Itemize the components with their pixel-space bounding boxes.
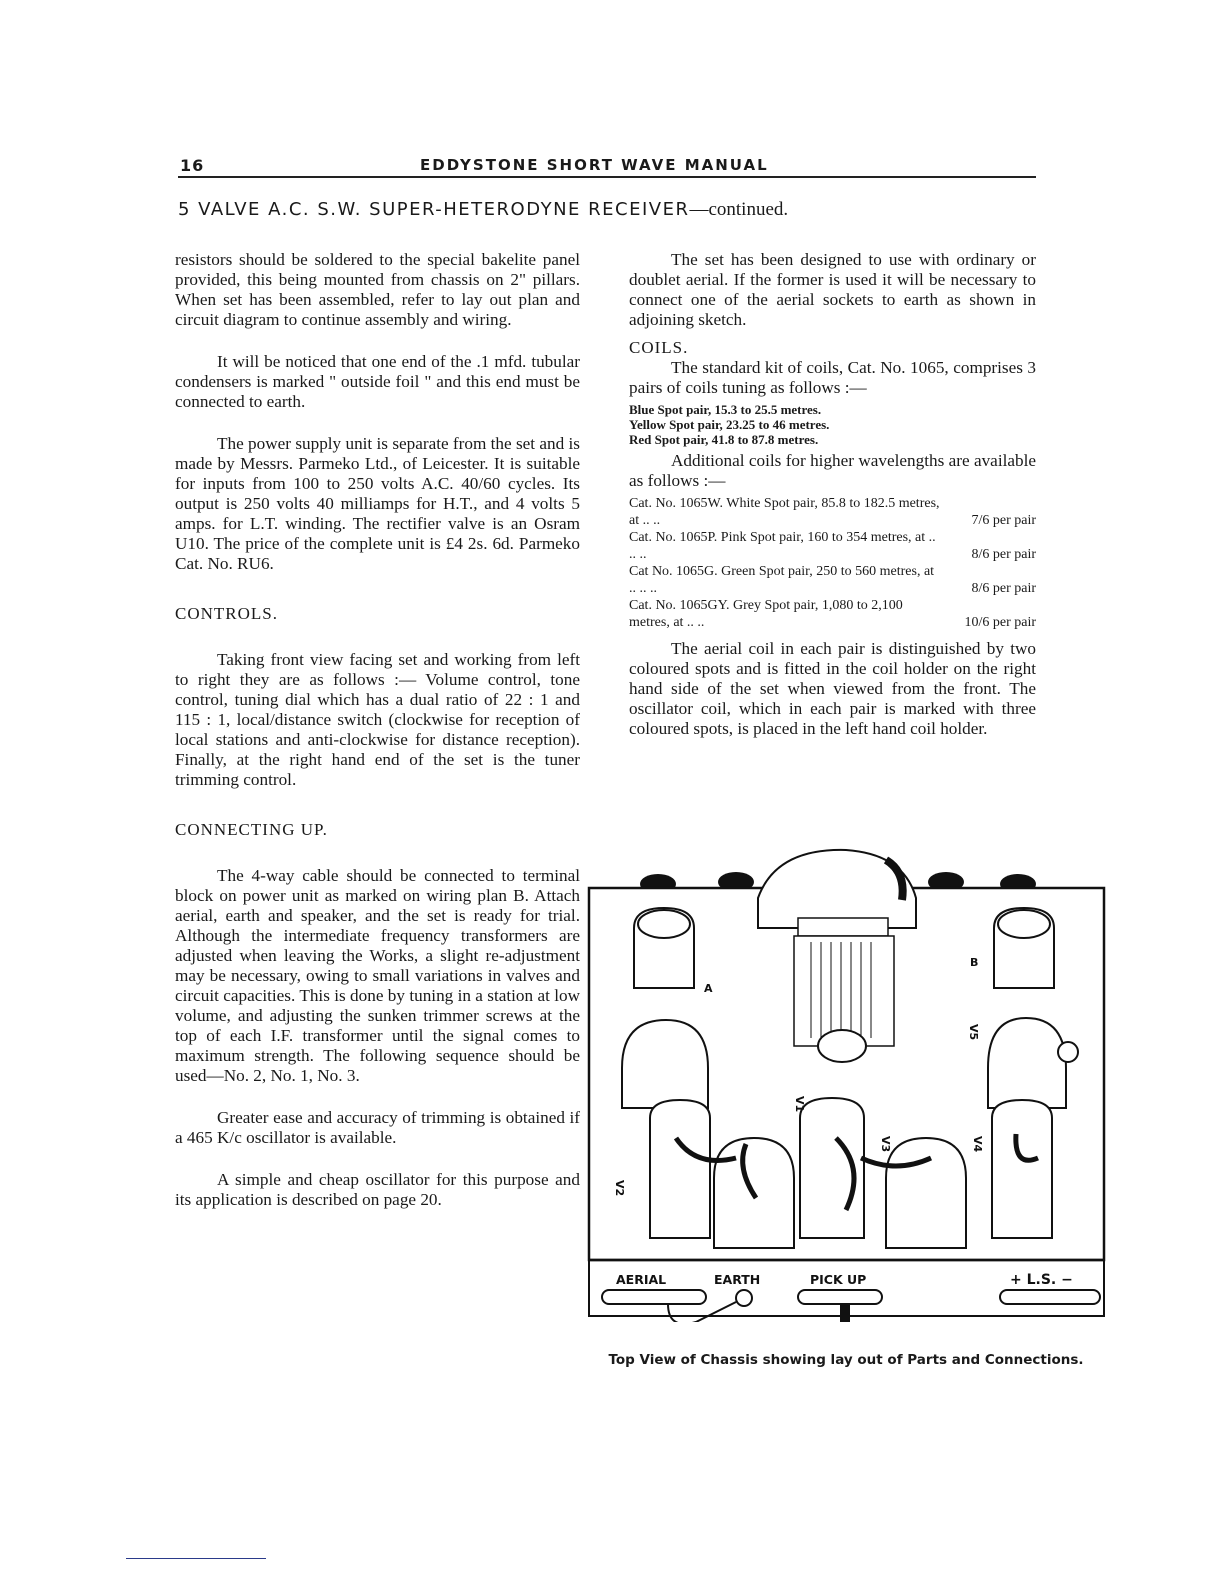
paragraph: The power supply unit is separate from the set and is made by Messrs. Parmeko Ltd., of Leicester. It is suitable for inputs from 100 to 250 volts A.C. 40/60 cycles. Its output is 250 volts 40 milliamps for H.T., and 4 volts 5 amps. for L.T. winding. The rectifier valve is an Osram U10. The price of the complete unit is £4 2s. 6d. Parmeko Cat. No. RU6. (175, 434, 580, 573)
terminal-label: PICK UP (810, 1272, 867, 1287)
section-title-text: 5 VALVE A.C. S.W. SUPER-HETERODYNE RECEIVER (178, 199, 690, 220)
paragraph: Taking front view facing set and working from left to right they are as follows :— Volume control, tone control, tuning dial which has a dual ratio of 22 : 1 and 115 : 1, local/distance switch (clockwise for reception of local stations and anti-clockwise for distance reception). Finally, at the right hand end of the set is the tuner trimming control. (175, 650, 580, 789)
terminal-label: + L.S. − (1010, 1272, 1073, 1288)
catalogue-row (629, 529, 1036, 563)
terminal-label: AERIAL (616, 1272, 667, 1287)
paragraph: The 4-way cable should be connected to terminal block on power unit as marked on wiring plan B. Attach aerial, earth and speaker, and the set is ready for trial. Although the intermediate frequency transformers are adjusted when leaving the Works, a slight re-adjustment may be necessary, owing to small variations in valves and circuit capacities. This is done by tuning in a station at low volume, and adjusting the sunken trimmer screws at the top of each I.F. transformer until the signal comes to maximum strength. The following sequence should be used—No. 2, No. 1, No. 3. (175, 866, 580, 1085)
catalogue-price: 8/6 per pair (971, 581, 1036, 596)
running-title: EDDYSTONE SHORT WAVE MANUAL (420, 156, 769, 174)
catalogue-text: Cat. No. 1065W. White Spot pair, 85.8 to 182.5 metres, at .. .. (629, 496, 940, 528)
catalogue-price: 8/6 per pair (971, 547, 1036, 562)
paragraph: The aerial coil in each pair is distinguished by two coloured spots and is fitted in the coil holder on the right hand side of the set when viewed from the front. The oscillator coil, which in each pair is marked with three coloured spots, is placed in the left hand coil holder. (629, 639, 1036, 738)
catalogue-price: 10/6 per pair (964, 615, 1036, 630)
spot-list (629, 402, 1036, 447)
marker-label: B (970, 956, 979, 969)
footnote-rule (126, 1558, 266, 1559)
chassis-figure (586, 838, 1108, 1322)
controls-heading: CONTROLS. (175, 604, 278, 623)
left-column (175, 250, 580, 1210)
header-rule (178, 176, 1036, 178)
catalogue-text: Cat. No. 1065P. Pink Spot pair, 160 to 354 metres, at .. .. .. (629, 530, 936, 562)
spot-item: Blue Spot pair, 15.3 to 25.5 metres. (629, 402, 822, 417)
catalogue-text: Cat. No. 1065GY. Grey Spot pair, 1,080 to 2,100 metres, at .. .. (629, 598, 903, 630)
paragraph: It will be noticed that one end of the .1 mfd. tubular condensers is marked " outside foil " and this end must be connected to earth. (175, 352, 580, 411)
coils-heading: COILS. (629, 338, 689, 357)
catalogue-text: Cat No. 1065G. Green Spot pair, 250 to 560 metres, at .. .. .. (629, 564, 935, 596)
right-column (629, 250, 1036, 739)
paragraph: The standard kit of coils, Cat. No. 1065, comprises 3 pairs of coils tuning as follows :— (629, 358, 1036, 397)
valve-label: V2 (613, 1180, 626, 1197)
figure-caption: Top View of Chassis showing lay out of Parts and Connections. (608, 1352, 1084, 1368)
marker-label: A (704, 982, 713, 995)
paragraph: A simple and cheap oscillator for this purpose and its application is described on page 20. (175, 1170, 580, 1209)
page-number: 16 (180, 156, 205, 175)
valve-label: V5 (967, 1024, 980, 1041)
catalogue-row (629, 563, 1036, 597)
catalogue-row (629, 597, 1036, 631)
paragraph: The set has been designed to use with ordinary or doublet aerial. If the former is used it will be necessary to connect one of the aerial sockets to earth as shown in adjoining sketch. (629, 250, 1036, 329)
valve-label: V4 (971, 1136, 984, 1153)
terminal-label: EARTH (714, 1272, 761, 1287)
catalogue-row (629, 495, 1036, 529)
section-title (178, 199, 788, 221)
paragraph: Greater ease and accuracy of trimming is obtained if a 465 K/c oscillator is available. (175, 1108, 580, 1147)
catalogue-price: 7/6 per pair (971, 513, 1036, 528)
spot-item: Yellow Spot pair, 23.25 to 46 metres. (629, 417, 830, 432)
chassis-illustration (586, 838, 1108, 1322)
valve-label: V3 (879, 1136, 892, 1153)
spot-item: Red Spot pair, 41.8 to 87.8 metres. (629, 432, 819, 447)
continued-label: —continued. (689, 199, 789, 220)
valve-label: V1 (793, 1096, 806, 1113)
connecting-heading: CONNECTING UP. (175, 820, 328, 839)
paragraph: resistors should be soldered to the special bakelite panel provided, this being mounted from chassis on 2" pillars. When set has been assembled, refer to lay out plan and circuit diagram to continue assembly and wiring. (175, 250, 580, 329)
catalogue-list (629, 495, 1036, 631)
paragraph: Additional coils for higher wavelengths are available as follows :— (629, 451, 1036, 490)
